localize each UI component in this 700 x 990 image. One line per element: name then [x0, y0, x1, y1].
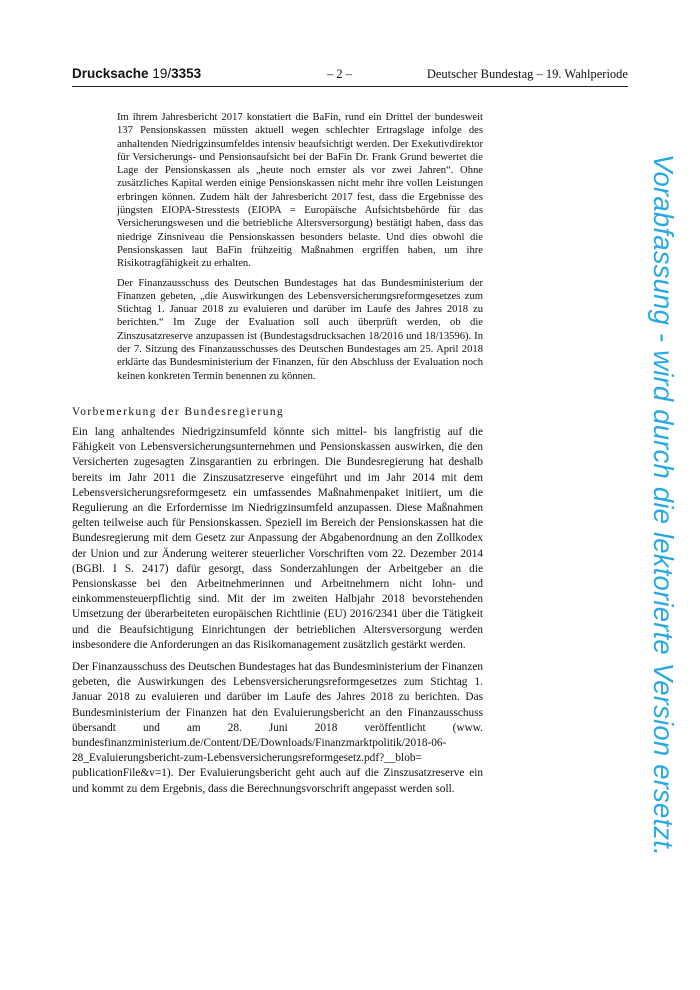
question-paragraph-1: Im ihrem Jahresbericht 2017 konstatiert die BaFin, rund ein Drittel der bundesweit 137 Pensionskassen müssten aktuell wegen schlechter Ertragslage infolge des anhaltenden Niedrigzinsumfeldes intensiv beaufsichtigt werden. Der Exekutivdirektor für Versicherungs- und Pensionsaufsicht bei der BaFin Dr. Frank Grund bewertet die Lage der Pensionskassen als „heute noch ernster als vor zwei Jahren“. Ohne zusätzliches Kapital werden einige Pensionskassen nicht mehr ihre vollen Leistungen erbringen können. Zudem hält der Jahresbericht 2017 fest, dass die Ergebnisse des jüngsten EIOPA-Stresstests (EIOPA = Europäische Aufsichtsbehörde für das Versicherungswesen und die betriebliche Altersversorgung) bestätigt haben, dass das niedrige Zinsniveau die Pensionskassen besonders belaste. Und dies obwohl die Pensionskassen laut BaFin frühzeitig Maßnahmen ergriffen haben, um ihre Risikotragfähigkeit zu erhalten.: [117, 112, 483, 270]
answer-block: [72, 425, 483, 804]
page-header: [72, 66, 628, 87]
question-block: [117, 111, 483, 389]
answer-paragraph-2: Der Finanzausschuss des Deutschen Bundestages hat das Bundesministerium der Finanzen gebeten, die Auswirkungen des Lebensversicherungsreformgesetzes zum Stichtag 1. Januar 2018 zu evaluieren und darüber im Laufe des Jahres 2018 zu berichten. Das Bundesministerium der Finanzen hat den Evaluierungsbericht an den Finanzausschuss übersandt und am 28. Juni 2018 veröffentlicht (www. bundesfinanzministerium.de/Content/DE/Downloads/Finanzmarktpolitik/2018-06-28_Evaluierungsbericht-zum-Lebensversicherungsreformgesetz.pdf?__blob= publicationFile&v=1). Der Evaluierungsbericht geht auch auf die Zinszusatzreserve ein und kommt zu dem Ergebnis, dass die Berechnungsvorschrift angepasst werden soll.: [72, 661, 483, 795]
publisher: Deutscher Bundestag – 19. Wahlperiode: [426, 67, 628, 81]
doc-label: Drucksache: [72, 66, 149, 81]
question-paragraph-2: Der Finanzausschuss des Deutschen Bundestages hat das Bundesministerium der Finanzen gebeten, „die Auswirkungen des Lebensversicherungsreformgesetzes zum Stichtag 1. Januar 2018 zu evaluieren und darüber im Laufe des Jahres 2018 zu berichten.“ Im Zuge der Evaluation soll auch überprüft werden, ob die Zinszusatzreserve anzupassen ist (Bundestagsdrucksachen 18/2016 und 18/13596). In der 7. Sitzung des Finanzausschusses des Deutschen Bundestages am 25. April 2018 erklärte das Bundesministerium der Finanzen, für den Abschluss der Evaluation noch keinen konkreten Termin benennen zu können.: [117, 277, 483, 382]
page-number: – 2 –: [327, 67, 352, 81]
section-title: Vorbemerkung der Bundesregierung: [72, 406, 285, 418]
doc-number-prefix: 19/: [152, 66, 172, 81]
answer-paragraph-1: Ein lang anhaltendes Niedrigzinsumfeld könnte sich mittel- bis langfristig auf die Fähigkeit von Lebensversicherungsunternehmen und Pensionskassen auswirken, die den Versicherten zugesagten Zinsgarantien zu erbringen. Die Bundesregierung hat deshalb bereits im Jahr 2011 die Zinszusatzreserve eingeführt und im Jahr 2014 mit dem Lebensversicherungsreformgesetz ein umfassendes Maßnahmenpaket initiiert, um die Regulierung an die Erfordernisse im Niedrigzinsumfeld anzupassen. Diese Maßnahmen gelten teilweise auch für Pensionskassen. Speziell im Bereich der Pensionskassen hat die Bundesregierung mit dem Gesetz zur Anpassung der Abgabenordnung an den Zollkodex der Union und zur Änderung weiterer steuerlicher Vorschriften vom 22. Dezember 2014 (BGBl. I S. 2417) dafür gesorgt, dass Sonderzahlungen der Arbeitgeber an die Pensionskasse bei den Arbeitnehmerinnen und Arbeitnehmern nicht lohn- und einkommensteuerpflichtig sind. Mit der im zweiten Halbjahr 2018 bevorstehenden Umsetzung der überarbeiteten europäischen Richtlinie (EU) 2016/2341 über die Tätigkeit und die Beaufsichtigung Einrichtungen der betrieblichen Altersversorgung werden insbesondere die Anforderungen an das Risikomanagement zusätzlich gestärkt werden.: [72, 426, 483, 651]
doc-number-value: 3353: [171, 66, 202, 81]
watermark-text: Vorabfassung - wird durch die lektorierte Version ersetzt.: [648, 154, 679, 856]
document-number: [72, 66, 201, 81]
